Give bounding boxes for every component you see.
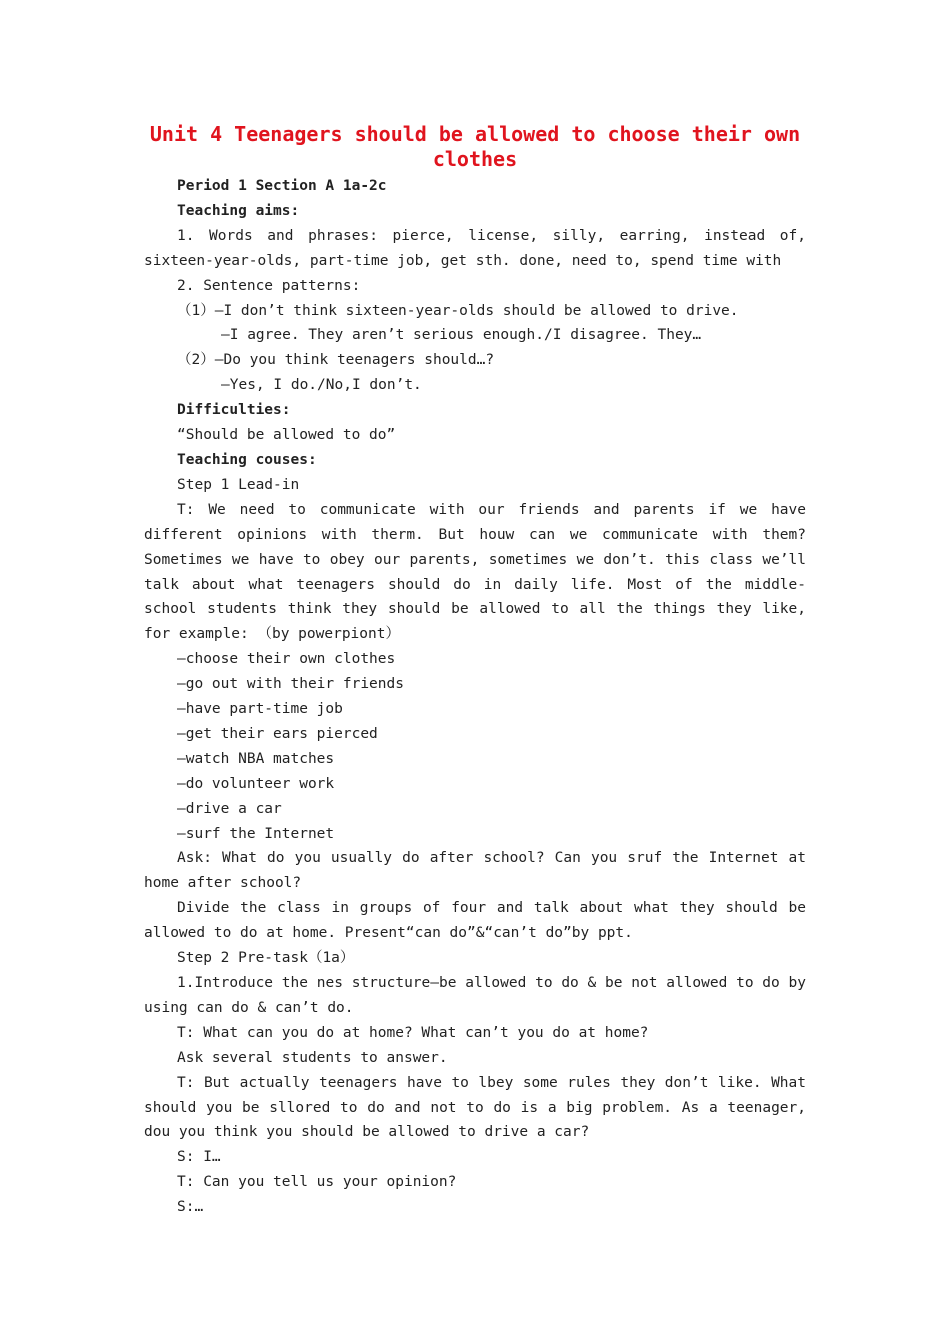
teaching-aims-heading: Teaching aims: — [177, 202, 300, 219]
introduce-paragraph: 1.Introduce the nes structure—be allowed to do & be not allowed to do by using can do & can’t do. — [144, 975, 806, 1016]
pattern-1-answer: —I agree. They aren’t serious enough./I disagree. They… — [221, 327, 702, 344]
step-2-heading: Step 2 Pre-task（1a） — [177, 950, 355, 967]
ask-several-line: Ask several students to answer. — [177, 1049, 448, 1066]
example-item: —have part-time job — [177, 701, 343, 718]
difficulties-text: “Should be allowed to do” — [177, 427, 396, 444]
teacher-but-paragraph: T: But actually teenagers have to lbey some rules they don’t like. What should you be sllored to do and not to do is a big problem. As a teenager, dou you think you should be allowed to drive a car? — [144, 1074, 806, 1141]
example-item: —choose their own clothes — [177, 651, 396, 668]
pattern-2-answer: —Yes, I do./No,I don’t. — [221, 377, 422, 394]
pattern-2-question: （2）—Do you think teenagers should…? — [177, 352, 495, 369]
example-item: —do volunteer work — [177, 775, 335, 792]
example-item: —drive a car — [177, 800, 282, 817]
example-item: —watch NBA matches — [177, 750, 335, 767]
teaching-courses-heading: Teaching couses: — [177, 451, 317, 468]
period-line: Period 1 Section A 1a-2c — [177, 178, 387, 194]
step-1-heading: Step 1 Lead-in — [177, 476, 300, 493]
example-item: —go out with their friends — [177, 676, 404, 693]
teacher-opinion-line: T: Can you tell us your opinion? — [177, 1174, 457, 1191]
document-page — [144, 122, 806, 1220]
ask-paragraph: Ask: What do you usually do after school? Can you sruf the Internet at home after school? — [144, 850, 806, 892]
teacher-question-line: T: What can you do at home? What can’t you do at home? — [177, 1024, 649, 1041]
step-1-paragraph: T: We need to communicate with our friends and parents if we have different opinions with therm. But houw can we communicate with them? Sometimes we have to obey our parents, sometimes we don’t. this class we’ll talk about what teenagers should do in daily life. Most of the middle-school students think they should be allowed to all the things they like, for example: （by powerpiont） — [144, 501, 806, 643]
student-reply-line: S: I… — [177, 1149, 221, 1166]
pattern-1-question: （1）—I don’t think sixteen-year-olds should be allowed to drive. — [177, 302, 739, 319]
aim-words-phrases: 1. Words and phrases: pierce, license, silly, earring, instead of, sixteen-year-olds, part-time job, get sth. done, need to, spend time with — [144, 227, 806, 269]
student-reply-line: S:… — [177, 1199, 204, 1216]
divide-paragraph: Divide the class in groups of four and talk about what they should be allowed to do at home. Present“can do”&“can’t do”by ppt. — [144, 900, 806, 942]
difficulties-heading: Difficulties: — [177, 402, 291, 419]
example-item: —get their ears pierced — [177, 725, 378, 742]
example-item: —surf the Internet — [177, 825, 335, 842]
aim-sentence-patterns: 2. Sentence patterns: — [177, 277, 361, 294]
document-title: Unit 4 Teenagers should be allowed to choose their own clothes — [149, 122, 801, 171]
